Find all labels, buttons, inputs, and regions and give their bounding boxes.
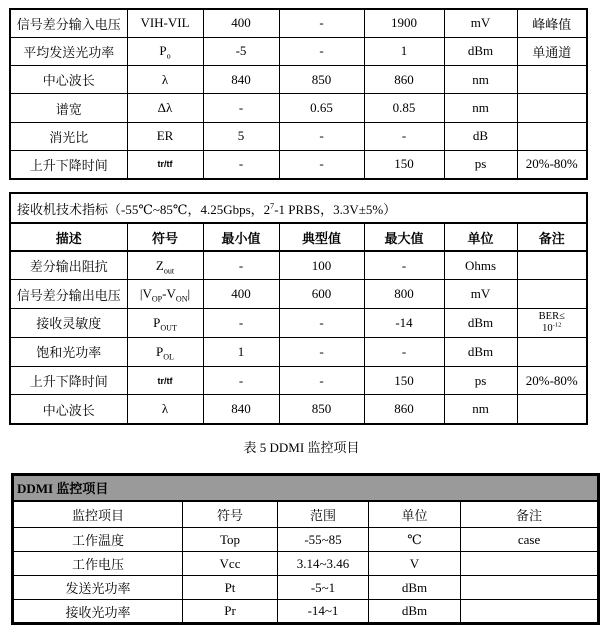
- table-cell: λ: [127, 66, 203, 94]
- table-cell: ℃: [369, 528, 461, 552]
- table-cell: tr/tf: [127, 366, 203, 395]
- table-cell: -5~1: [278, 576, 369, 600]
- table-row: [13, 552, 599, 576]
- table-cell: 150: [364, 150, 444, 178]
- ddmi-table-title: DDMI 监控项目: [13, 475, 599, 501]
- table-cell: [517, 94, 587, 122]
- column-header: 备注: [461, 501, 599, 528]
- table-cell: nm: [444, 94, 517, 122]
- table-cell: [517, 337, 587, 366]
- table-cell: ER: [127, 122, 203, 150]
- table-cell: Pt: [183, 576, 278, 600]
- ddmi-monitor-table: [11, 473, 600, 625]
- table-cell: $P_{OL}$: [127, 337, 203, 366]
- table-cell: Pr: [183, 600, 278, 624]
- table-cell: 饱和光功率: [10, 337, 127, 366]
- column-header: 符号: [127, 223, 203, 251]
- table-cell: -: [203, 366, 279, 395]
- column-header: 监控项目: [13, 501, 183, 528]
- column-header: 最小值: [203, 223, 279, 251]
- table-cell: tr/tf: [127, 150, 203, 178]
- column-header: 单位: [444, 223, 517, 251]
- table-cell: -: [203, 150, 279, 178]
- table-cell: 1900: [364, 9, 444, 37]
- table-row: [13, 475, 599, 501]
- table-cell: -: [279, 37, 364, 65]
- column-header: 典型值: [279, 223, 364, 251]
- table-cell: 上升下降时间: [10, 366, 127, 395]
- table-cell: -: [279, 9, 364, 37]
- table-cell: 5: [203, 122, 279, 150]
- table-cell: -: [364, 251, 444, 280]
- table-row: [10, 395, 587, 424]
- table-row: [10, 150, 587, 178]
- table-cell: [461, 600, 599, 624]
- table-cell: -: [364, 122, 444, 150]
- table-cell: 840: [203, 66, 279, 94]
- table-cell: 840: [203, 395, 279, 424]
- table-cell: 20%-80%: [517, 366, 587, 395]
- table-cell: 860: [364, 66, 444, 94]
- table-cell: -: [279, 150, 364, 178]
- table-cell: 接收灵敏度: [10, 309, 127, 338]
- table-cell: 850: [279, 395, 364, 424]
- table-cell: V: [369, 552, 461, 576]
- table-cell: $P_{OUT}$: [127, 309, 203, 338]
- table-cell: [517, 66, 587, 94]
- table-cell: 600: [279, 280, 364, 309]
- table-cell: -: [203, 309, 279, 338]
- table-cell: -: [203, 251, 279, 280]
- table-cell: BER≤ $10^{-12}$: [517, 309, 587, 338]
- table-cell: [517, 122, 587, 150]
- table-cell: 接收光功率: [13, 600, 183, 624]
- table-cell: $|V_{OP}-V_{ON}|$: [127, 280, 203, 309]
- table-cell: 峰峰值: [517, 9, 587, 37]
- table-cell: 860: [364, 395, 444, 424]
- table-cell: $Z_{out}$: [127, 251, 203, 280]
- receiver-spec-table: [9, 192, 588, 425]
- table-cell: $P_o$: [127, 37, 203, 65]
- table-row: [10, 94, 587, 122]
- table-cell: dBm: [369, 576, 461, 600]
- transmitter-spec-table: [9, 8, 588, 180]
- table-row: [10, 9, 587, 37]
- column-header: 单位: [369, 501, 461, 528]
- table-cell: [461, 552, 599, 576]
- table-cell: dBm: [369, 600, 461, 624]
- table-cell: case: [461, 528, 599, 552]
- table-cell: 100: [279, 251, 364, 280]
- table-cell: -: [279, 337, 364, 366]
- table-cell: 工作电压: [13, 552, 183, 576]
- table-cell: Vcc: [183, 552, 278, 576]
- table-header-row: [10, 223, 587, 251]
- table-cell: 400: [203, 9, 279, 37]
- table-cell: 上升下降时间: [10, 150, 127, 178]
- table-row: [13, 528, 599, 552]
- table-cell: [461, 576, 599, 600]
- table-cell: -: [279, 366, 364, 395]
- table-cell: dBm: [444, 309, 517, 338]
- table-cell: Ohms: [444, 251, 517, 280]
- table-cell: λ: [127, 395, 203, 424]
- table-cell: [517, 395, 587, 424]
- table-cell: [517, 280, 587, 309]
- table-cell: 400: [203, 280, 279, 309]
- table-row: [10, 280, 587, 309]
- column-header: 备注: [517, 223, 587, 251]
- table-cell: -5: [203, 37, 279, 65]
- table-cell: -: [279, 309, 364, 338]
- table-cell: 850: [279, 66, 364, 94]
- table-cell: 消光比: [10, 122, 127, 150]
- table-cell: 中心波长: [10, 395, 127, 424]
- table-cell: 谱宽: [10, 94, 127, 122]
- column-header: 符号: [183, 501, 278, 528]
- table-cell: 1: [203, 337, 279, 366]
- table-cell: 平均发送光功率: [10, 37, 127, 65]
- table-cell: 0.65: [279, 94, 364, 122]
- table-cell: nm: [444, 395, 517, 424]
- table-row: [10, 309, 587, 338]
- table-caption: 表 5 DDMI 监控项目: [243, 440, 360, 455]
- table-cell: [517, 251, 587, 280]
- table-cell: Δλ: [127, 94, 203, 122]
- column-header: 描述: [10, 223, 127, 251]
- table-cell: 单通道: [517, 37, 587, 65]
- table-cell: mV: [444, 9, 517, 37]
- table-row: [10, 193, 587, 223]
- table-cell: 150: [364, 366, 444, 395]
- table-cell: 20%-80%: [517, 150, 587, 178]
- table-cell: mV: [444, 280, 517, 309]
- table-row: [13, 600, 599, 624]
- table-cell: dBm: [444, 337, 517, 366]
- table-cell: -55~85: [278, 528, 369, 552]
- table-row: [10, 366, 587, 395]
- table-cell: dBm: [444, 37, 517, 65]
- table-cell: ps: [444, 366, 517, 395]
- table-cell: 0.85: [364, 94, 444, 122]
- table-cell: 3.14~3.46: [278, 552, 369, 576]
- table-cell: -: [364, 337, 444, 366]
- table-cell: -: [203, 94, 279, 122]
- receiver-spec-title: 接收机技术指标（-55℃~85℃，4.25Gbps，$2^7-1$ PRBS，3.3V±5%）: [10, 193, 587, 223]
- table-cell: dB: [444, 122, 517, 150]
- table-row: [10, 337, 587, 366]
- table-cell: 工作温度: [13, 528, 183, 552]
- table-cell: 1: [364, 37, 444, 65]
- table-row: [10, 251, 587, 280]
- table-row: [10, 66, 587, 94]
- table-cell: -: [279, 122, 364, 150]
- table-cell: VIH-VIL: [127, 9, 203, 37]
- table-header-row: [13, 501, 599, 528]
- table-row: [10, 37, 587, 65]
- table-cell: 信号差分输入电压: [10, 9, 127, 37]
- column-header: 范围: [278, 501, 369, 528]
- table-cell: nm: [444, 66, 517, 94]
- table-row: [10, 122, 587, 150]
- table-cell: Top: [183, 528, 278, 552]
- table-cell: 800: [364, 280, 444, 309]
- table-cell: ps: [444, 150, 517, 178]
- table-cell: 中心波长: [10, 66, 127, 94]
- table-cell: 信号差分输出电压: [10, 280, 127, 309]
- table-cell: 发送光功率: [13, 576, 183, 600]
- table-row: [13, 576, 599, 600]
- table-cell: -14: [364, 309, 444, 338]
- table-cell: -14~1: [278, 600, 369, 624]
- table-cell: 差分输出阻抗: [10, 251, 127, 280]
- column-header: 最大值: [364, 223, 444, 251]
